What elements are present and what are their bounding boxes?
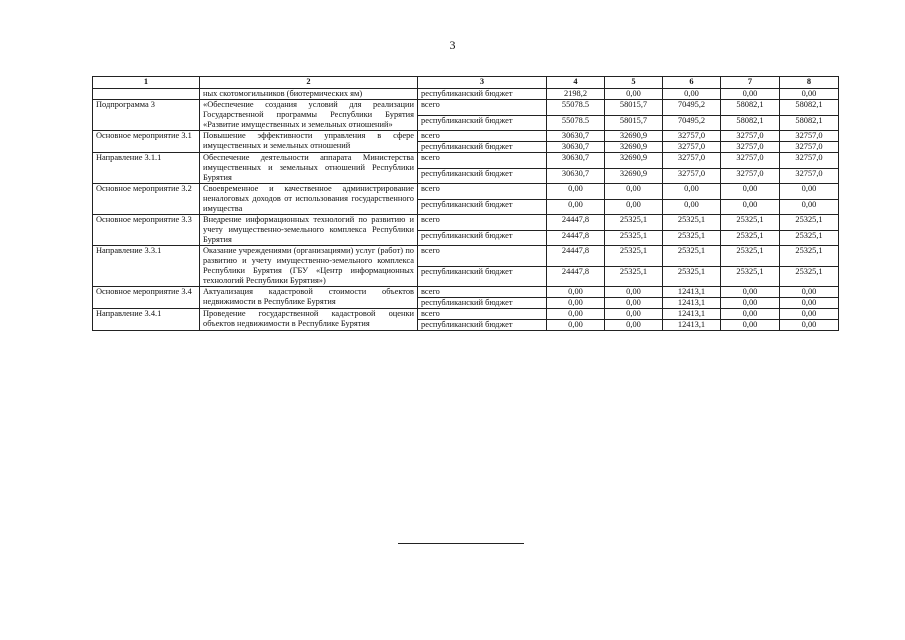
amount-cell: 24447,8 xyxy=(547,215,605,231)
amount-cell: 24447,8 xyxy=(547,246,605,267)
budget-table xyxy=(92,76,839,331)
amount-cell: 0,00 xyxy=(721,184,780,200)
amount-cell: 0,00 xyxy=(721,89,780,100)
amount-cell: 30630,7 xyxy=(547,168,605,184)
amount-cell: 32757,0 xyxy=(721,131,780,142)
amount-cell: 25325,1 xyxy=(605,215,663,231)
funding-source: всего xyxy=(418,100,547,116)
amount-cell: 32690,9 xyxy=(605,153,663,169)
amount-cell: 32757,0 xyxy=(780,168,839,184)
amount-cell: 32757,0 xyxy=(780,142,839,153)
amount-cell: 58015,7 xyxy=(605,115,663,131)
funding-source: всего xyxy=(418,246,547,267)
row-label: Основное мероприятие 3.2 xyxy=(93,184,200,215)
column-header: 5 xyxy=(605,77,663,89)
funding-source: республиканский бюджет xyxy=(418,115,547,131)
table-row xyxy=(93,100,839,116)
funding-source: республиканский бюджет xyxy=(418,168,547,184)
funding-source: всего xyxy=(418,287,547,298)
amount-cell: 0,00 xyxy=(780,199,839,215)
funding-source: всего xyxy=(418,131,547,142)
amount-cell: 25325,1 xyxy=(663,266,721,287)
amount-cell: 0,00 xyxy=(547,298,605,309)
amount-cell: 25325,1 xyxy=(605,266,663,287)
table-row xyxy=(93,184,839,200)
amount-cell: 12413,1 xyxy=(663,287,721,298)
amount-cell: 0,00 xyxy=(547,287,605,298)
amount-cell: 25325,1 xyxy=(780,230,839,246)
column-header: 8 xyxy=(780,77,839,89)
amount-cell: 55078.5 xyxy=(547,115,605,131)
amount-cell: 25325,1 xyxy=(780,246,839,267)
amount-cell: 0,00 xyxy=(663,184,721,200)
amount-cell: 0,00 xyxy=(605,199,663,215)
amount-cell: 25325,1 xyxy=(721,215,780,231)
amount-cell: 12413,1 xyxy=(663,320,721,331)
funding-source: республиканский бюджет xyxy=(418,199,547,215)
amount-cell: 25325,1 xyxy=(605,246,663,267)
amount-cell: 30630,7 xyxy=(547,131,605,142)
amount-cell: 0,00 xyxy=(721,320,780,331)
amount-cell: 32757,0 xyxy=(663,142,721,153)
amount-cell: 25325,1 xyxy=(721,230,780,246)
amount-cell: 0,00 xyxy=(663,199,721,215)
amount-cell: 0,00 xyxy=(605,184,663,200)
row-label: Направление 3.4.1 xyxy=(93,309,200,331)
amount-cell: 12413,1 xyxy=(663,298,721,309)
amount-cell: 30630,7 xyxy=(547,153,605,169)
amount-cell: 32757,0 xyxy=(663,168,721,184)
row-description: ных скотомогильников (биотермических ям) xyxy=(200,89,418,100)
amount-cell: 0,00 xyxy=(547,199,605,215)
row-description: Своевременное и качественное администрирование неналоговых доходов от использования государственного имущества xyxy=(200,184,418,215)
column-header: 4 xyxy=(547,77,605,89)
amount-cell: 58082,1 xyxy=(780,115,839,131)
funding-source: республиканский бюджет xyxy=(418,230,547,246)
amount-cell: 32757,0 xyxy=(721,142,780,153)
funding-source: республиканский бюджет xyxy=(418,320,547,331)
column-header: 3 xyxy=(418,77,547,89)
amount-cell: 32757,0 xyxy=(663,131,721,142)
amount-cell: 32757,0 xyxy=(780,153,839,169)
amount-cell: 32757,0 xyxy=(780,131,839,142)
amount-cell: 0,00 xyxy=(721,298,780,309)
amount-cell: 25325,1 xyxy=(605,230,663,246)
amount-cell: 0,00 xyxy=(780,89,839,100)
row-label: Основное мероприятие 3.4 xyxy=(93,287,200,309)
amount-cell: 25325,1 xyxy=(780,215,839,231)
table-body xyxy=(93,89,839,331)
funding-source: республиканский бюджет xyxy=(418,89,547,100)
amount-cell: 0,00 xyxy=(547,320,605,331)
table-row xyxy=(93,131,839,142)
row-label: Подпрограмма 3 xyxy=(93,100,200,131)
table-row xyxy=(93,215,839,231)
amount-cell: 32690,9 xyxy=(605,168,663,184)
amount-cell: 25325,1 xyxy=(721,246,780,267)
amount-cell: 0,00 xyxy=(721,199,780,215)
amount-cell: 24447,8 xyxy=(547,266,605,287)
amount-cell: 25325,1 xyxy=(663,215,721,231)
amount-cell: 58082,1 xyxy=(721,115,780,131)
amount-cell: 0,00 xyxy=(547,184,605,200)
funding-source: республиканский бюджет xyxy=(418,298,547,309)
amount-cell: 0,00 xyxy=(780,287,839,298)
amount-cell: 25325,1 xyxy=(663,230,721,246)
amount-cell: 58082,1 xyxy=(780,100,839,116)
column-header: 1 xyxy=(93,77,200,89)
table-row xyxy=(93,287,839,298)
column-header: 2 xyxy=(200,77,418,89)
row-description: «Обеспечение создания условий для реализации Государственной программы Республики Бурятия «Развитие имущественных и земельных отношений» xyxy=(200,100,418,131)
amount-cell: 32690,9 xyxy=(605,131,663,142)
amount-cell: 0,00 xyxy=(721,287,780,298)
amount-cell: 0,00 xyxy=(605,320,663,331)
amount-cell: 70495,2 xyxy=(663,100,721,116)
row-description: Внедрение информационных технологий по развитию и учету имущественно-земельного комплекса Республики Бурятия xyxy=(200,215,418,246)
amount-cell: 0,00 xyxy=(780,309,839,320)
amount-cell: 32757,0 xyxy=(663,153,721,169)
funding-source: всего xyxy=(418,153,547,169)
amount-cell: 32757,0 xyxy=(721,168,780,184)
row-description: Обеспечение деятельности аппарата Министерства имущественных и земельных отношений Республики Бурятия xyxy=(200,153,418,184)
amount-cell: 0,00 xyxy=(605,89,663,100)
amount-cell: 0,00 xyxy=(605,309,663,320)
amount-cell: 2198,2 xyxy=(547,89,605,100)
row-description: Актуализация кадастровой стоимости объектов недвижимости в Республике Бурятия xyxy=(200,287,418,309)
amount-cell: 0,00 xyxy=(663,89,721,100)
funding-source: всего xyxy=(418,215,547,231)
amount-cell: 0,00 xyxy=(605,298,663,309)
amount-cell: 25325,1 xyxy=(663,246,721,267)
row-description: Оказание учреждениями (организациями) услуг (работ) по развитию и учету имущественно-земельного комплекса Республики Бурятия (ГБУ «Центр информационных технологий Республики Бурятия») xyxy=(200,246,418,287)
footnote-divider xyxy=(398,543,524,544)
amount-cell: 55078.5 xyxy=(547,100,605,116)
column-header: 6 xyxy=(663,77,721,89)
funding-source: всего xyxy=(418,184,547,200)
amount-cell: 32690,9 xyxy=(605,142,663,153)
row-label xyxy=(93,89,200,100)
funding-source: республиканский бюджет xyxy=(418,266,547,287)
amount-cell: 0,00 xyxy=(780,298,839,309)
amount-cell: 24447,8 xyxy=(547,230,605,246)
amount-cell: 0,00 xyxy=(721,309,780,320)
table-row xyxy=(93,246,839,267)
amount-cell: 0,00 xyxy=(547,309,605,320)
row-label: Направление 3.1.1 xyxy=(93,153,200,184)
amount-cell: 32757,0 xyxy=(721,153,780,169)
row-label: Основное мероприятие 3.1 xyxy=(93,131,200,153)
header-row xyxy=(93,77,839,89)
amount-cell: 25325,1 xyxy=(780,266,839,287)
amount-cell: 0,00 xyxy=(780,184,839,200)
funding-source: всего xyxy=(418,309,547,320)
amount-cell: 25325,1 xyxy=(721,266,780,287)
funding-source: республиканский бюджет xyxy=(418,142,547,153)
page-number: 3 xyxy=(449,38,456,52)
row-label: Основное мероприятие 3.3 xyxy=(93,215,200,246)
table-row xyxy=(93,309,839,320)
row-label: Направление 3.3.1 xyxy=(93,246,200,287)
row-description: Проведение государственной кадастровой оценки объектов недвижимости в Республике Бурятия xyxy=(200,309,418,331)
amount-cell: 30630,7 xyxy=(547,142,605,153)
amount-cell: 12413,1 xyxy=(663,309,721,320)
amount-cell: 70495,2 xyxy=(663,115,721,131)
amount-cell: 0,00 xyxy=(780,320,839,331)
table-row xyxy=(93,89,839,100)
row-description: Повышение эффективности управления в сфере имущественных и земельных отношений xyxy=(200,131,418,153)
amount-cell: 58015,7 xyxy=(605,100,663,116)
table-row xyxy=(93,153,839,169)
column-header: 7 xyxy=(721,77,780,89)
amount-cell: 58082,1 xyxy=(721,100,780,116)
amount-cell: 0,00 xyxy=(605,287,663,298)
